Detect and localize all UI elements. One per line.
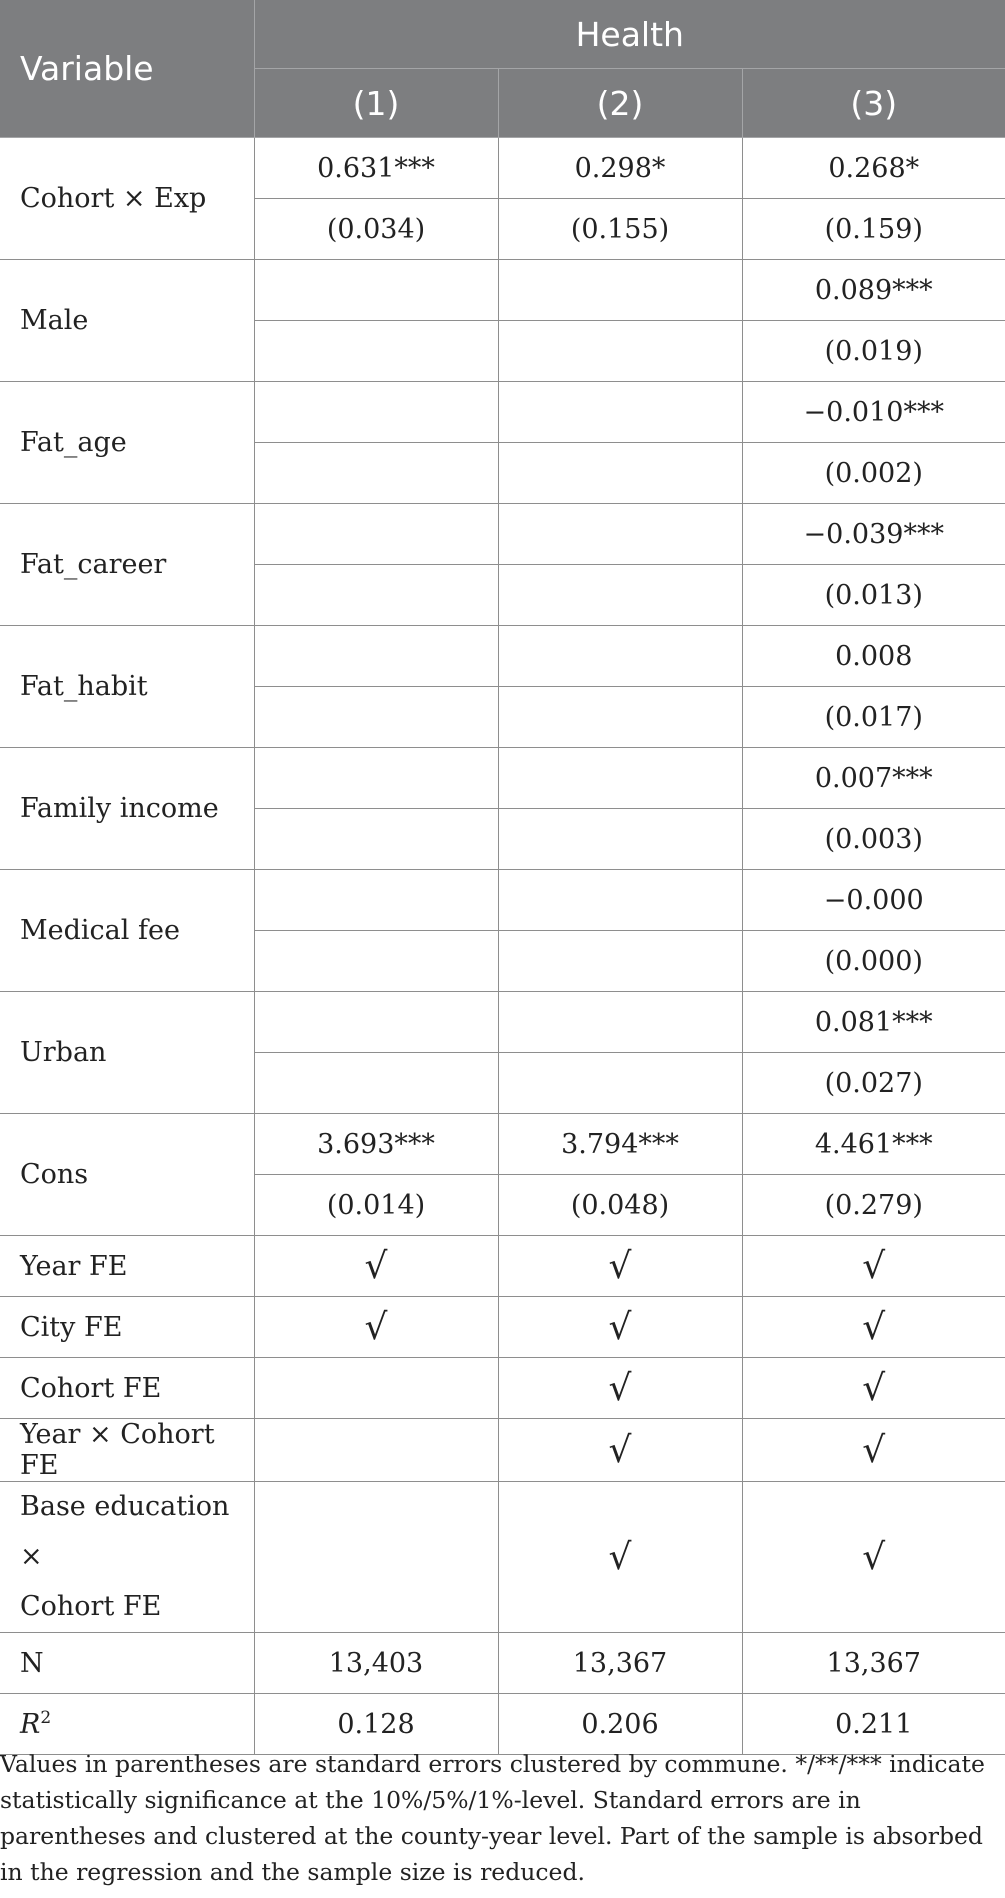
se-cell <box>254 687 498 748</box>
se-cell <box>254 931 498 992</box>
row-label: Fat_habit <box>0 626 254 748</box>
r2-cell: 0.128 <box>254 1694 498 1755</box>
se-cell: (0.019) <box>742 321 1005 382</box>
se-cell <box>498 1053 742 1114</box>
fe-row-cohort <box>0 1358 1005 1419</box>
se-cell: (0.002) <box>742 443 1005 504</box>
coef-cell: 0.081*** <box>742 992 1005 1053</box>
se-cell <box>498 443 742 504</box>
fe-row-year <box>0 1236 1005 1297</box>
se-cell <box>498 687 742 748</box>
se-cell: (0.027) <box>742 1053 1005 1114</box>
coef-cell <box>498 504 742 565</box>
se-cell: (0.048) <box>498 1175 742 1236</box>
se-cell <box>498 809 742 870</box>
table-row <box>0 1114 1005 1175</box>
column-header-3: (3) <box>742 69 1005 138</box>
r2-label: R <box>20 1708 41 1740</box>
coef-cell <box>254 748 498 809</box>
coef-cell: 0.268* <box>742 138 1005 199</box>
coef-cell <box>254 382 498 443</box>
check-cell: √ <box>742 1236 1005 1297</box>
se-cell: (0.159) <box>742 199 1005 260</box>
coef-cell <box>498 870 742 931</box>
coef-cell <box>254 992 498 1053</box>
se-cell: (0.014) <box>254 1175 498 1236</box>
coef-cell <box>254 260 498 321</box>
se-cell <box>254 565 498 626</box>
check-cell <box>254 1358 498 1419</box>
check-cell: √ <box>498 1297 742 1358</box>
table-row <box>0 870 1005 931</box>
column-header-2: (2) <box>498 69 742 138</box>
row-label: Cohort FE <box>0 1358 254 1419</box>
table-row <box>0 382 1005 443</box>
se-cell <box>254 1053 498 1114</box>
coef-cell: −0.010*** <box>742 382 1005 443</box>
se-cell <box>254 443 498 504</box>
table-row <box>0 626 1005 687</box>
coef-cell <box>254 870 498 931</box>
coef-cell: 0.089*** <box>742 260 1005 321</box>
table-body <box>0 138 1005 1755</box>
coef-cell: −0.000 <box>742 870 1005 931</box>
row-label: Cons <box>0 1114 254 1236</box>
check-cell: √ <box>742 1358 1005 1419</box>
fe-row-year-cohort <box>0 1419 1005 1482</box>
r2-superscript: 2 <box>40 1707 52 1728</box>
table-row <box>0 748 1005 809</box>
coef-cell <box>498 260 742 321</box>
check-cell: √ <box>254 1297 498 1358</box>
row-label: City FE <box>0 1297 254 1358</box>
check-cell: √ <box>498 1482 742 1633</box>
fe-row-base-education-cohort <box>0 1482 1005 1633</box>
table-row <box>0 260 1005 321</box>
se-cell: (0.034) <box>254 199 498 260</box>
header-row-group <box>0 0 1005 69</box>
se-cell: (0.013) <box>742 565 1005 626</box>
check-cell: √ <box>498 1419 742 1482</box>
row-label: Male <box>0 260 254 382</box>
r2-cell: 0.211 <box>742 1694 1005 1755</box>
row-label: Fat_age <box>0 382 254 504</box>
row-label-line2: Cohort FE <box>20 1591 162 1622</box>
coef-cell <box>498 382 742 443</box>
table-footnote: Values in parentheses are standard errors clustered by commune. */**/*** indicate statistically significance at the 10%/5%/1%-level. Standard errors are in parentheses and clustered at the county-year level. Part of the sample is absorbed in the regression and the sample size is reduced. <box>0 1750 985 1886</box>
row-label: Urban <box>0 992 254 1114</box>
coef-cell <box>254 504 498 565</box>
row-label: Year FE <box>0 1236 254 1297</box>
row-label: Medical fee <box>0 870 254 992</box>
n-cell: 13,403 <box>254 1633 498 1694</box>
se-cell: (0.000) <box>742 931 1005 992</box>
se-cell <box>498 565 742 626</box>
se-cell <box>254 809 498 870</box>
coef-cell: 0.007*** <box>742 748 1005 809</box>
check-cell: √ <box>254 1236 498 1297</box>
table-row <box>0 992 1005 1053</box>
check-cell: √ <box>742 1419 1005 1482</box>
se-cell: (0.155) <box>498 199 742 260</box>
coef-cell <box>498 626 742 687</box>
se-cell <box>498 931 742 992</box>
check-cell <box>254 1419 498 1482</box>
n-cell: 13,367 <box>742 1633 1005 1694</box>
coef-cell: 0.298* <box>498 138 742 199</box>
row-label: Cohort × Exp <box>0 138 254 260</box>
row-label: N <box>0 1633 254 1694</box>
row-label: Fat_career <box>0 504 254 626</box>
table-row <box>0 504 1005 565</box>
coef-cell: 3.693*** <box>254 1114 498 1175</box>
coef-cell: 0.008 <box>742 626 1005 687</box>
row-label: Family income <box>0 748 254 870</box>
row-label <box>0 1482 254 1633</box>
coef-cell: 4.461*** <box>742 1114 1005 1175</box>
coef-cell <box>498 748 742 809</box>
fe-row-city <box>0 1297 1005 1358</box>
coef-cell <box>498 992 742 1053</box>
se-cell <box>498 321 742 382</box>
n-cell: 13,367 <box>498 1633 742 1694</box>
table-header <box>0 0 1005 138</box>
health-group-header: Health <box>254 0 1005 69</box>
coef-cell: 0.631*** <box>254 138 498 199</box>
se-cell: (0.003) <box>742 809 1005 870</box>
r2-cell: 0.206 <box>498 1694 742 1755</box>
check-cell: √ <box>742 1297 1005 1358</box>
coef-cell: −0.039*** <box>742 504 1005 565</box>
check-cell <box>254 1482 498 1633</box>
variable-header: Variable <box>0 0 254 138</box>
coef-cell <box>254 626 498 687</box>
n-row <box>0 1633 1005 1694</box>
check-cell: √ <box>742 1482 1005 1633</box>
check-cell: √ <box>498 1236 742 1297</box>
coef-cell: 3.794*** <box>498 1114 742 1175</box>
column-header-1: (1) <box>254 69 498 138</box>
table-row <box>0 138 1005 199</box>
se-cell: (0.279) <box>742 1175 1005 1236</box>
row-label-line1: Base education × <box>20 1491 230 1572</box>
check-cell: √ <box>498 1358 742 1419</box>
se-cell: (0.017) <box>742 687 1005 748</box>
se-cell <box>254 321 498 382</box>
row-label: Year × Cohort FE <box>0 1419 254 1482</box>
